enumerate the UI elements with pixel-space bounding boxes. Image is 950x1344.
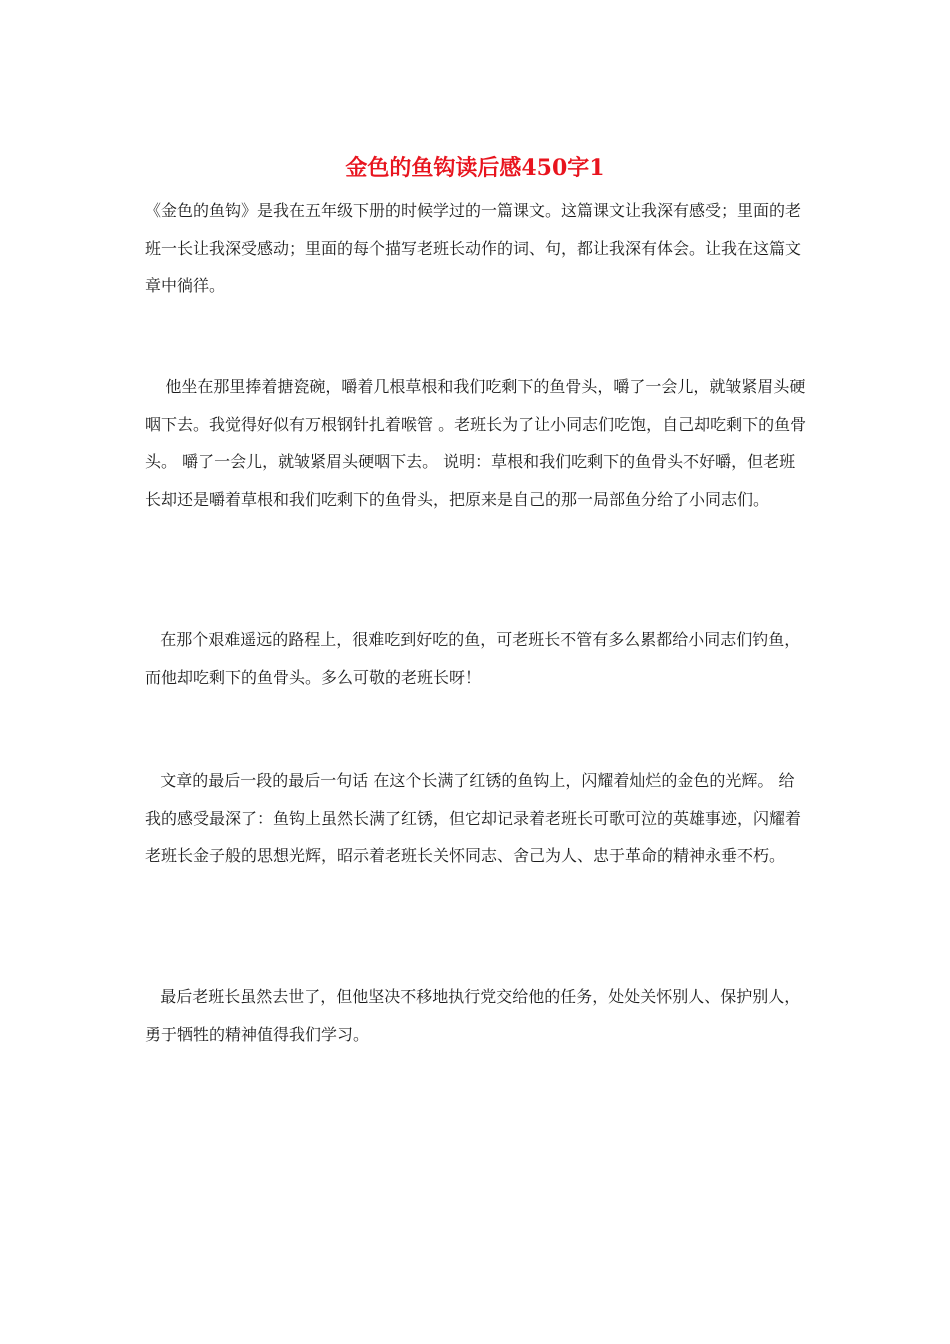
paragraph-intro: 《金色的鱼钩》是我在五年级下册的时候学过的一篇课文。这篇课文让我深有感受；里面的老班一长让我深受感动；里面的每个描写老班长动作的词、句，都让我深有体会。让我在这篇文章中徜徉。	[145, 201, 802, 295]
paragraph-conclusion: 最后老班长虽然去世了，但他坚决不移地执行党交给他的任务，处处关怀别人、保护别人，勇于牺牲的精神值得我们学习。	[145, 987, 801, 1044]
paragraph-last-sentence: 文章的最后一段的最后一句话 在这个长满了红锈的鱼钩上，闪耀着灿烂的金色的光辉。 给我的感受最深了：鱼钩上虽然长满了红锈，但它却记录着老班长可歌可泣的英雄事迹，闪耀着老班长金子般的思想光辉，昭示着老班长关怀同志、舍己为人、忠于革命的精神永垂不朽。	[145, 771, 802, 865]
paragraph-journey: 在那个艰难遥远的路程上，很难吃到好吃的鱼，可老班长不管有多么累都给小同志们钓鱼，而他却吃剩下的鱼骨头。多么可敬的老班长呀！	[145, 630, 801, 687]
document-title: 金色的鱼钩读后感450字1	[345, 155, 605, 181]
paragraph-fish-bones: 他坐在那里捧着搪瓷碗，嚼着几根草根和我们吃剩下的鱼骨头，嚼了一会儿，就皱紧眉头硬咽下去。我觉得好似有万根钢针扎着喉管 。老班长为了让小同志们吃饱，自己却吃剩下的鱼骨头。 嚼了一会儿，就皱紧眉头硬咽下去。 说明：草根和我们吃剩下的鱼骨头不好嚼，但老班长却还是嚼着草根和我们吃剩下的鱼骨头，把原来是自己的那一局部鱼分给了小同志们。	[145, 377, 807, 509]
